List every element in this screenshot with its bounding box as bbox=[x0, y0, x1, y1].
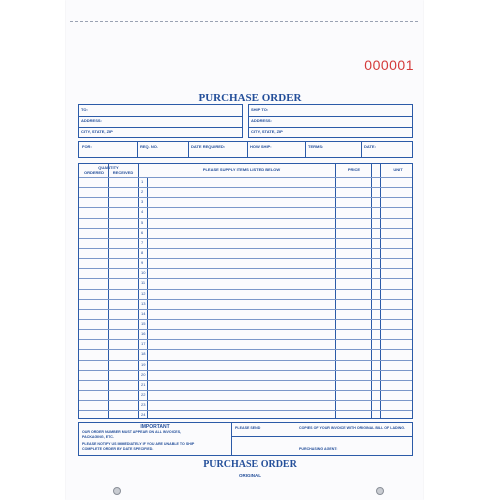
req-no-label: REQ. NO. bbox=[140, 144, 159, 149]
row-number: 6 bbox=[141, 229, 144, 235]
table-row bbox=[79, 197, 412, 207]
important-line-2: PACKAGING, ETC. bbox=[82, 435, 114, 439]
table-row bbox=[79, 248, 412, 258]
table-row bbox=[79, 349, 412, 359]
to-label: TO: bbox=[81, 107, 88, 112]
important-line-4: COMPLETE ORDER BY DATE SPECIFIED. bbox=[82, 447, 154, 451]
order-info-row bbox=[78, 141, 413, 158]
row-number: 3 bbox=[141, 199, 144, 205]
price-header: PRICE bbox=[347, 167, 361, 172]
page-title: PURCHASE ORDER bbox=[198, 92, 302, 104]
unit-header: UNIT bbox=[393, 167, 403, 172]
table-row bbox=[79, 339, 412, 349]
purchasing-agent-label: PURCHASING AGENT: bbox=[299, 447, 338, 451]
table-row bbox=[79, 380, 412, 390]
table-row bbox=[79, 268, 412, 278]
table-row bbox=[79, 360, 412, 370]
row-number: 4 bbox=[141, 209, 144, 215]
how-ship-label: HOW SHIP: bbox=[250, 144, 272, 149]
table-row bbox=[79, 319, 412, 329]
row-number: 16 bbox=[141, 331, 146, 337]
row-number: 9 bbox=[141, 260, 144, 266]
please-send-label: PLEASE SEND bbox=[235, 426, 261, 430]
row-number: 7 bbox=[141, 239, 144, 245]
form-number: 000001 bbox=[364, 57, 414, 73]
items-table bbox=[78, 163, 413, 419]
table-row bbox=[79, 238, 412, 248]
terms-box bbox=[78, 422, 413, 456]
date-label: DATE: bbox=[364, 144, 376, 149]
row-number: 21 bbox=[141, 381, 146, 387]
table-row bbox=[79, 400, 412, 410]
table-row bbox=[79, 370, 412, 380]
row-number: 15 bbox=[141, 320, 146, 326]
perforation-line bbox=[70, 21, 418, 22]
row-number: 24 bbox=[141, 412, 146, 418]
punch-hole-right bbox=[376, 487, 384, 495]
vendor-address-label: ADDRESS: bbox=[81, 118, 102, 123]
punch-hole-left bbox=[113, 487, 121, 495]
row-number: 1 bbox=[141, 179, 144, 184]
row-number: 2 bbox=[141, 189, 144, 195]
row-number: 22 bbox=[141, 391, 146, 397]
table-row bbox=[79, 177, 412, 187]
row-number: 8 bbox=[141, 249, 144, 255]
row-number: 11 bbox=[141, 280, 146, 286]
terms-label: TERMS: bbox=[308, 144, 324, 149]
row-number: 19 bbox=[141, 361, 146, 367]
items-header: PLEASE SUPPLY ITEMS LISTED BELOW bbox=[202, 167, 281, 172]
row-number: 17 bbox=[141, 341, 146, 347]
table-row bbox=[79, 228, 412, 238]
footer-title: PURCHASE ORDER bbox=[203, 459, 297, 470]
ship-city-label: CITY, STATE, ZIP bbox=[251, 129, 283, 134]
important-line-1: OUR ORDER NUMBER MUST APPEAR ON ALL INVOICES, bbox=[82, 430, 182, 434]
table-row bbox=[79, 390, 412, 400]
table-row bbox=[79, 309, 412, 319]
ordered-header: ORDERED bbox=[83, 170, 104, 175]
row-number: 5 bbox=[141, 219, 144, 225]
date-required-label: DATE REQUIRED: bbox=[191, 144, 226, 149]
copy-label: ORIGINAL bbox=[239, 473, 261, 478]
row-number: 10 bbox=[141, 270, 146, 276]
quantity-header: QUANTITY bbox=[98, 165, 119, 170]
row-number: 12 bbox=[141, 290, 146, 296]
row-number: 23 bbox=[141, 402, 146, 408]
table-row bbox=[79, 299, 412, 309]
for-label: FOR: bbox=[82, 144, 92, 149]
table-row bbox=[79, 218, 412, 228]
table-row bbox=[79, 329, 412, 339]
received-header: RECEIVED bbox=[112, 170, 134, 175]
table-row bbox=[79, 278, 412, 288]
table-row bbox=[79, 410, 412, 420]
table-row bbox=[79, 187, 412, 197]
row-number: 18 bbox=[141, 351, 146, 357]
row-number: 14 bbox=[141, 310, 146, 316]
important-heading: IMPORTANT bbox=[140, 424, 170, 430]
ship-address-label: ADDRESS: bbox=[251, 118, 272, 123]
table-row bbox=[79, 207, 412, 217]
vendor-city-label: CITY, STATE, ZIP bbox=[81, 129, 113, 134]
copies-text: COPIES OF YOUR INVOICE WITH ORIGINAL BILL OF LADING. bbox=[299, 426, 406, 430]
row-number: 20 bbox=[141, 371, 146, 377]
row-number: 13 bbox=[141, 300, 146, 306]
table-row bbox=[79, 289, 412, 299]
ship-to-label: SHIP TO: bbox=[251, 107, 269, 112]
ship-to-box bbox=[248, 104, 413, 138]
vendor-address-box bbox=[78, 104, 243, 138]
table-row bbox=[79, 258, 412, 268]
important-line-3: PLEASE NOTIFY US IMMEDIATELY IF YOU ARE UNABLE TO SHIP bbox=[82, 442, 195, 446]
